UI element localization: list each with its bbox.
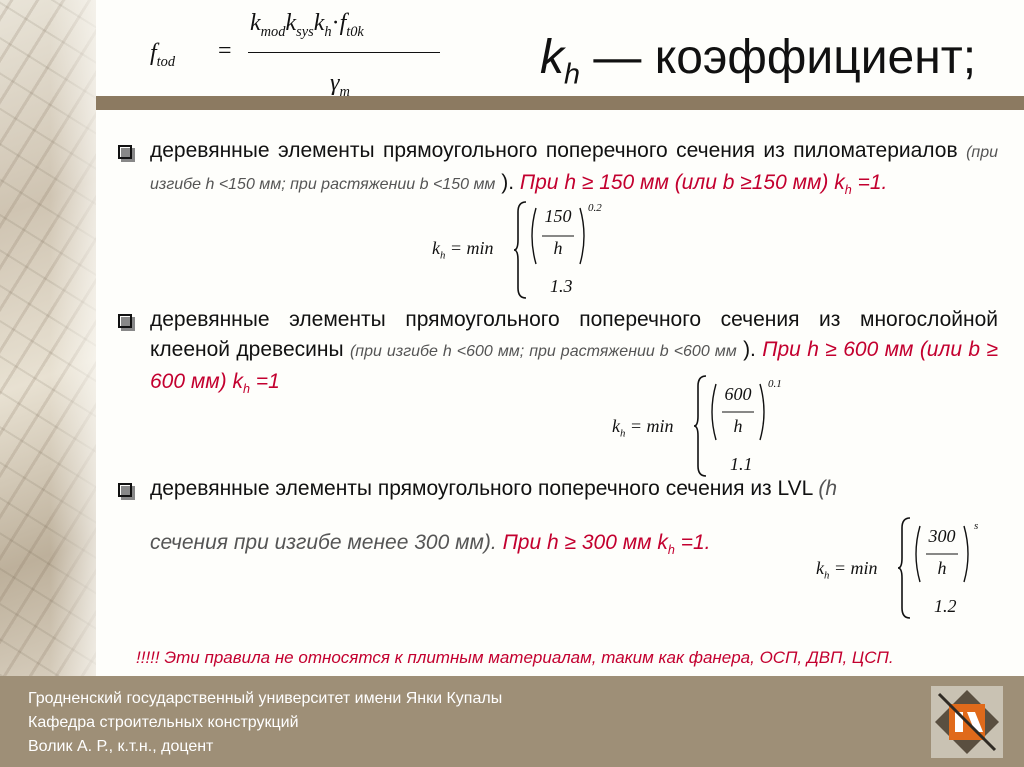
formula-kh-3: $k_h = \min$ 300 h s 1.2 (816, 516, 1006, 620)
brace-icon (692, 374, 708, 478)
department-logo-icon (931, 686, 1003, 758)
footer-department: Кафедра строительных конструкций (28, 714, 299, 731)
warning-note: !!!!! Эти правила не относятся к плитным материалам, таким как фанера, ОСП, ДВП, ЦСП. (136, 648, 894, 667)
brace-icon (896, 516, 912, 620)
strength-formula: $f_{tod}$ = $k_{mod}k_{sys}k_h\cdot f_{t0k}$ $\gamma_m$ (150, 10, 470, 100)
formula-kh-1: $k_h = \min$ 150 h 0.2 1.3 (432, 200, 632, 300)
footer-university: Гродненский государственный университет имени Янки Купалы (28, 690, 503, 707)
footer-author: Волик А. Р., к.т.н., доцент (28, 738, 214, 755)
bullet-checkbox-icon (118, 145, 132, 159)
footer (0, 676, 1024, 767)
background-texture (0, 0, 110, 676)
bullet-checkbox-icon (118, 314, 132, 328)
item-1-text: деревянные элементы прямоугольного поперечного сечения из пиломатериалов (при изгибе h <150 мм; при растяжении b <150 мм ). При h ≥ 150 мм (или b ≥150 мм) $k_h =1$. (150, 139, 998, 198)
item-3-text-line2: сечения при изгибе менее 300 мм). При h ≥ 300 мм $k_h =1$. (150, 531, 711, 558)
formula-kh-2: $k_h = \min$ 600 h 0.1 1.1 (612, 374, 812, 474)
page-title: $k_h$ — коэффициент; (540, 31, 977, 91)
bullet-checkbox-icon (118, 483, 132, 497)
item-2-text: деревянные элементы прямоугольного поперечного сечения из многослойной клееной древесины (при изгибе h <600 мм; при растяжении b <600 мм ). При h ≥ 600 мм (или b ≥ 600 мм) $k_h =1$ (150, 308, 998, 397)
item-3-text: деревянные элементы прямоугольного поперечного сечения из LVL (h (150, 477, 838, 500)
brace-icon (512, 200, 528, 300)
